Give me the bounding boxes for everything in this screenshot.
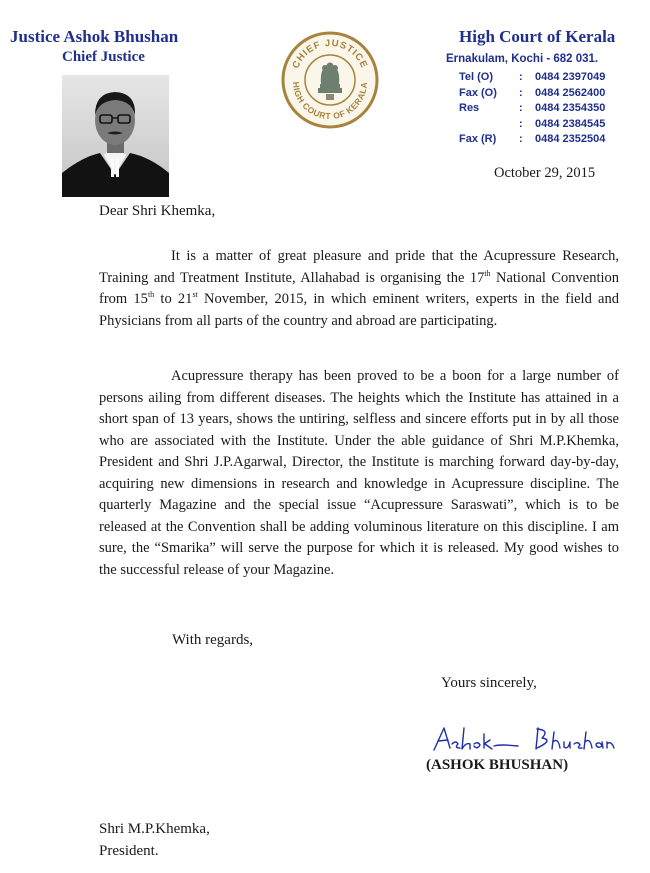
paragraph-1-text-d: November, 2015, in which eminent writers, experts in the field and Physicians from all parts of the country and abroad are participating. [99, 291, 619, 329]
superscript-st: st [192, 290, 198, 300]
contact-row-tel-office [459, 70, 635, 86]
closing: Yours sincerely, [441, 675, 537, 691]
contact-label: Tel (O) [459, 71, 494, 83]
contact-separator: : [519, 133, 523, 145]
contact-number: 0484 2384545 [535, 117, 606, 130]
recipient-name: Shri M.P.Khemka, [99, 821, 210, 837]
contact-number: 0484 2354350 [535, 102, 606, 114]
paragraph-1-text-b: National Convention from 15 [99, 269, 620, 307]
contact-number: 0484 2352504 [535, 133, 606, 145]
seal-bottom-text: HIGH COURT OF KERALA [290, 81, 370, 122]
court-address: Ernakulam, Kochi - 682 031. [446, 53, 599, 65]
seal-top-text: CHIEF JUSTICE [290, 37, 370, 71]
recipient-block [99, 818, 210, 862]
contact-row-fax-office [459, 86, 635, 102]
contact-separator: : [519, 86, 523, 99]
contact-separator: : [519, 117, 523, 130]
contact-label: Fax (R) [459, 133, 497, 145]
paragraph-1-text-a: It is a matter of great pleasure and pride that the Acupressure Research, Training and Treatment Institute, Allahabad is organising the 17 [99, 248, 619, 286]
regards: With regards, [172, 632, 254, 648]
court-name: High Court of Kerala [459, 27, 616, 46]
court-seal [280, 30, 380, 130]
portrait-photo [62, 75, 169, 197]
contact-label: Res [459, 102, 480, 114]
contact-row-residence-2 [459, 117, 635, 133]
superscript-th: th [484, 268, 491, 278]
salutation: Dear Shri Khemka, [99, 203, 216, 219]
contact-list [459, 70, 635, 148]
superscript-th: th [147, 290, 155, 300]
contact-number: 0484 2562400 [535, 86, 606, 99]
letterhead-name: Justice Ashok Bhushan [10, 27, 179, 46]
contact-number: 0484 2397049 [535, 71, 606, 83]
handwritten-signature [430, 722, 620, 756]
contact-separator: : [519, 71, 523, 83]
signer-name: (ASHOK BHUSHAN) [426, 757, 569, 773]
contact-separator: : [519, 102, 523, 114]
contact-row-fax-residence [459, 132, 635, 148]
letter-date: October 29, 2015 [494, 165, 596, 181]
contact-row-residence [459, 101, 635, 117]
recipient-title: President. [99, 843, 159, 859]
paragraph-2: Acupressure therapy has been proved to be a boon for a large number of persons ailing from different diseases. The heights which the Institute has attained in a short span of 13 years, shows the untiring, selfless and sincere efforts put in by all those who are associated with the Institute. Under the able guidance of Shri M.P.Khemka, President and Shri J.P.Agarwal, Director, the Institute is marching forward day-by-day, acquiring new dimensions in research and knowledge in Acupressure discipline. The quarterly Magazine and the special issue “Acupressure Saraswati”, which is to be released at the Convention shall be adding voluminous literature on this discipline. I am sure, the “Smarika” will serve the purpose for which it is released. My good wishes to the successful release of your Magazine. [99, 368, 619, 578]
contact-label: Fax (O) [459, 86, 497, 99]
letterhead-title: Chief Justice [62, 49, 145, 65]
portrait-photo-graphic [62, 75, 169, 197]
contact-label [459, 117, 519, 133]
paragraph-1-text-c: to 21 [154, 291, 193, 307]
paragraph-1 [99, 246, 619, 332]
